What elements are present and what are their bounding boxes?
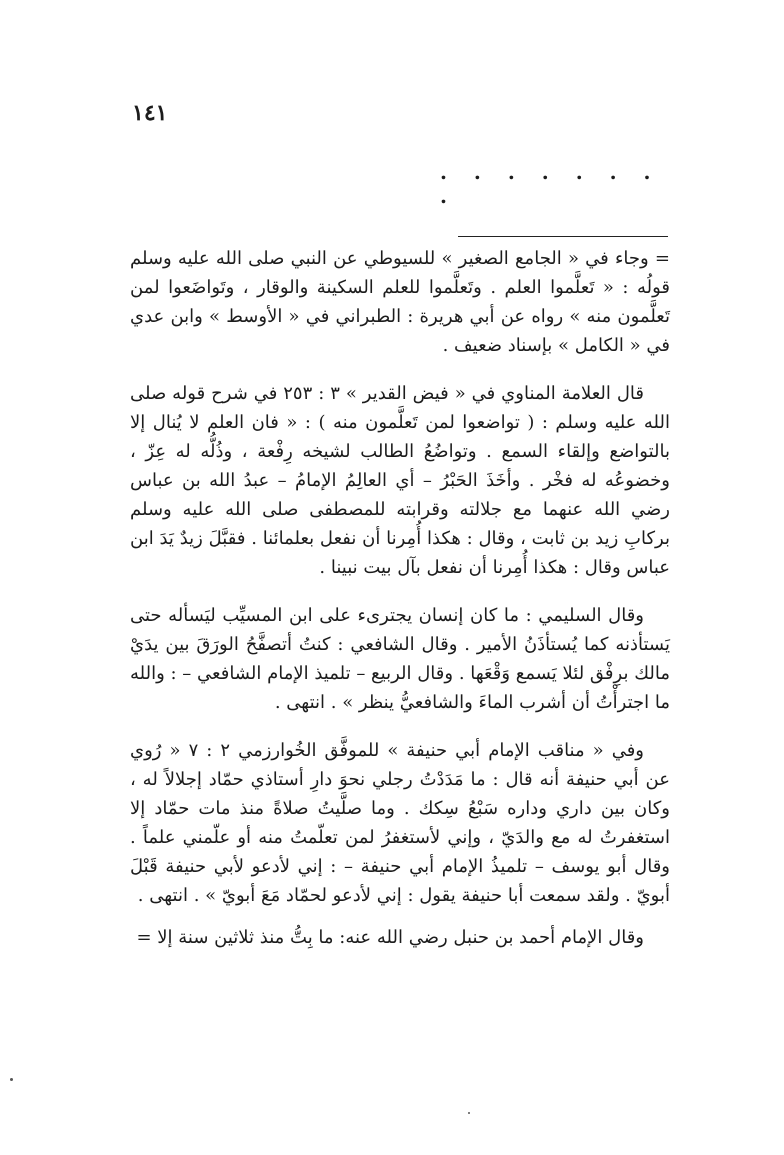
page-number: ١٤١ — [132, 100, 168, 126]
paragraph-jami-saghir: = وجاء في « الجامع الصغير » للسيوطي عن النبي صلى الله عليه وسلم قولُه : « تَعلَّموا العلم . وتَعلَّموا للعلم السكينة والوقار ، وتَواضَعوا لمن تَعلَّمون منه » رواه عن أبي هريرة : الطبراني في « الأوسط » وابن عدي في « الكامل » بإسناد ضعيف . — [130, 248, 670, 356]
footnote-text — [130, 244, 670, 952]
footnote-rule — [458, 236, 668, 237]
paragraph-munawi: قال العلامة المناوي في « فيض القدير » ٣ : ٢٥٣ في شرح قوله صلى الله عليه وسلم : ( تواضعوا لمن تَعلَّمون منه ) : « فان العلم لا يُنال إلا بالتواضع وإلقاء السمع . وتواضُعُ الطالب لشيخه رِفْعة ، وذُلُّه له عِزّ ، وخضوعُه له فخْر . وأخَذَ الحَبْرُ – أي العالِمُ الإمامُ – عبدُ الله بن عباس رضي الله عنهما مع جلالته وقرابته للمصطفى صلى الله عليه وسلم بركابِ زيد بن ثابت ، وقال : هكذا أُمِرنا أن نفعل بعلمائنا . فقبَّلَ زيدٌ يَدَ ابن عباس وقال : هكذا أُمِرنا أن نفعل بآل بيت نبينا . — [130, 383, 670, 578]
paragraph-sulaymi: وقال السليمي : ما كان إنسان يجترىء على ابن المسيِّب ليَسأله حتى يَستأذنه كما يُستأذَنُ الأمير . وقال الشافعي : كنتُ أتصفَّحُ الورَقَ بين يدَيْ مالك برِفْق لئلا يَسمع وَقْعَها . وقال الربيع – تلميذ الإمام الشافعي – : والله ما اجترأْتُ أن أشرب الماءَ والشافعيُّ ينظر » . انتهى . — [130, 605, 670, 713]
scan-speck — [468, 1112, 470, 1114]
scan-speck — [10, 1078, 13, 1081]
paragraph-abu-hanifa: وفي « مناقب الإمام أبي حنيفة » للموفَّق الخُوارزمي ٢ : ٧ « رُوي عن أبي حنيفة أنه قال : ما مَدَدْتُ رجلي نحوَ دارِ أستاذي حمّاد إجلالاً له ، وكان بين داري وداره سَبْعُ سِكك . وما صلَّيتُ صلاةً منذ مات حمّاد إلا استغفرتُ له مع والدَيّ ، وإني لأستغفرُ لمن تعلّمتُ منه أو علّمني علماً . وقال أبو يوسف – تلميذُ الإمام أبي حنيفة – : إني لأدعو لأبي حنيفة قَبْلَ أبويّ . ولقد سمعت أبا حنيفة يقول : إني لأدعو لحمّاد مَعَ أبويّ » . انتهى . — [130, 740, 670, 906]
ellipsis-separator: . . . . . . . . — [440, 160, 661, 208]
paragraph-ahmad-ibn-hanbal: وقال الإمام أحمد بن حنبل رضي الله عنه: ما بِتُّ منذ ثلاثين سنة إلا = — [136, 927, 644, 948]
